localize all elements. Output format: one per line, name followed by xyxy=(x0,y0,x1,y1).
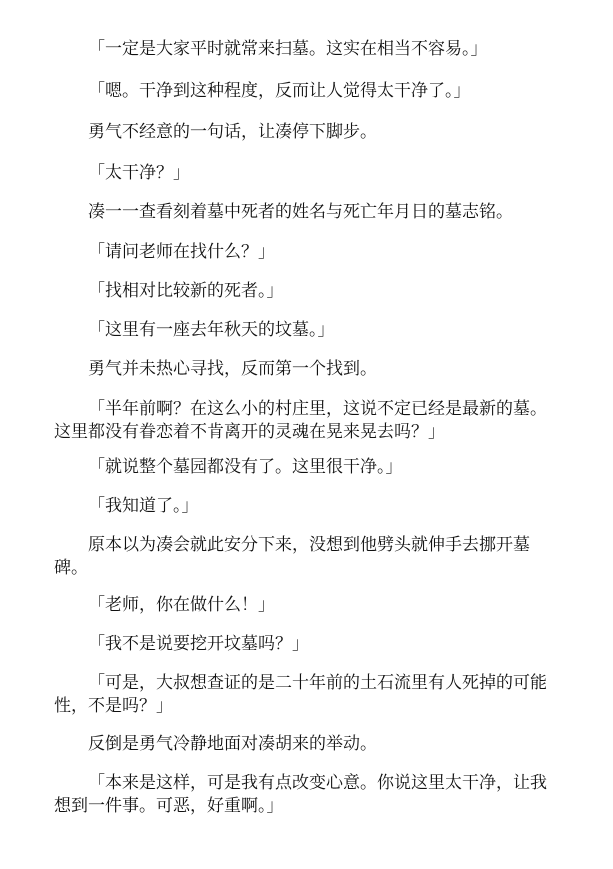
paragraph-11: 「就说整个墓园都没有了。这里很干净。」 xyxy=(88,457,403,477)
paragraph-16: 「可是，大叔想查证的是二十年前的土石流里有人死掉的可能性，不是吗？」 xyxy=(54,673,547,716)
paragraph-9: 勇气并未热心寻找，反而第一个找到。 xyxy=(88,359,377,379)
paragraph-5: 凑一一查看刻着墓中死者的姓名与死亡年月日的墓志铭。 xyxy=(88,202,513,222)
paragraph-14: 「老师，你在做什么！」 xyxy=(88,595,275,615)
paragraph-18: 「本来是这样，可是我有点改变心意。你说这里太干净，让我想到一件事。可恶，好重啊。」 xyxy=(54,773,547,816)
paragraph-6: 「请问老师在找什么？」 xyxy=(88,242,275,262)
paragraph-10: 「半年前啊？在这么小的村庄里，这说不定已经是最新的墓。这里都没有眷恋着不肯离开的灵魂在晃来晃去吗？」 xyxy=(54,399,547,442)
paragraph-3: 勇气不经意的一句话，让凑停下脚步。 xyxy=(88,122,377,142)
paragraph-13: 原本以为凑会就此安分下来，没想到他劈头就伸手去挪开墓碑。 xyxy=(54,535,530,578)
paragraph-2: 「嗯。干净到这种程度，反而让人觉得太干净了。」 xyxy=(88,81,471,101)
paragraph-7: 「找相对比较新的死者。」 xyxy=(88,281,284,301)
paragraph-12: 「我知道了。」 xyxy=(88,496,199,516)
paragraph-17: 反倒是勇气冷静地面对凑胡来的举动。 xyxy=(88,734,377,754)
paragraph-4: 「太干净？」 xyxy=(88,163,190,183)
paragraph-8: 「这里有一座去年秋天的坟墓。」 xyxy=(88,320,335,340)
paragraph-15: 「我不是说要挖开坟墓吗？」 xyxy=(88,634,309,654)
paragraph-1: 「一定是大家平时就常来扫墓。这实在相当不容易。」 xyxy=(88,39,488,59)
